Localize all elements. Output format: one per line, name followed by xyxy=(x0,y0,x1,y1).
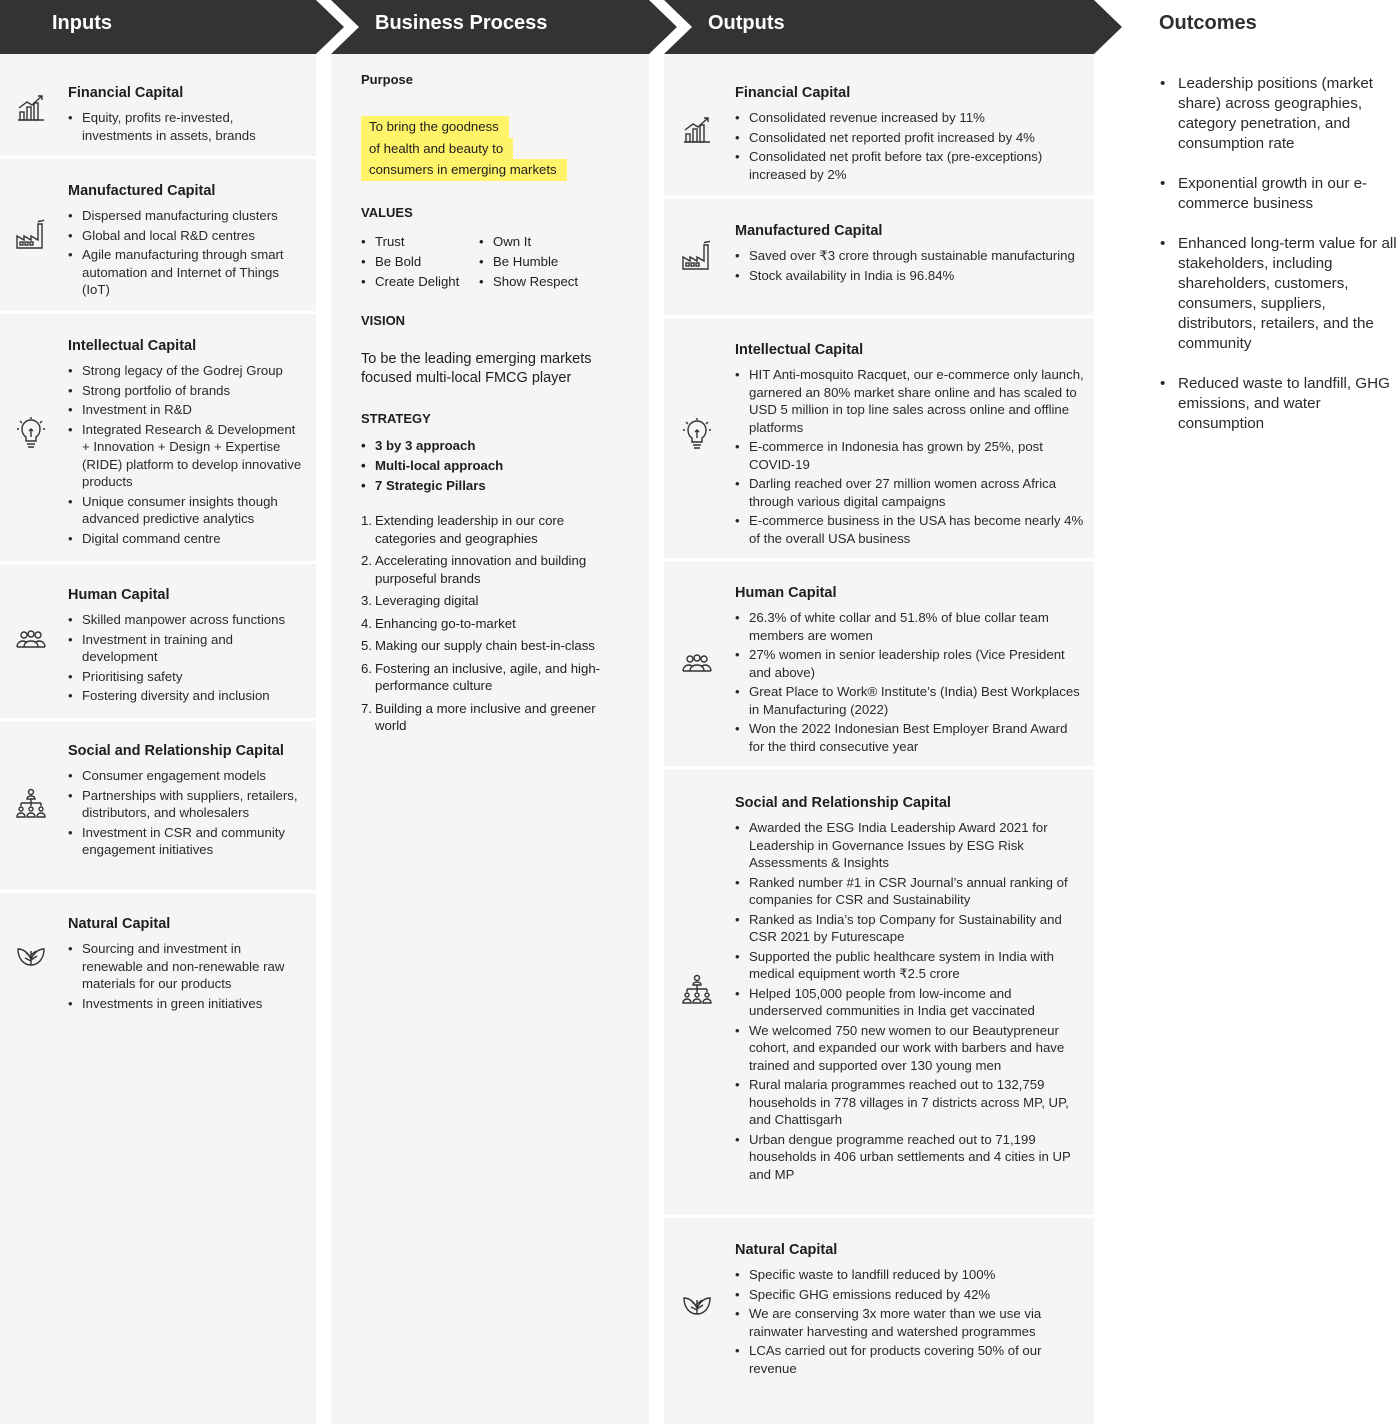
inputs-column xyxy=(0,54,316,1424)
bullet-item: • Won the 2022 Indonesian Best Employer Brand Award for the third consecutive year xyxy=(735,720,1085,755)
pillar-number: 4. xyxy=(361,615,372,631)
lightbulb-icon xyxy=(680,418,714,452)
bullet-item: • Integrated Research & Development + Innovation + Design + Expertise (RIDE) platform to develop innovative products xyxy=(68,421,304,491)
process-header: Business Process xyxy=(375,12,548,34)
capital-title: Human Capital xyxy=(68,587,170,603)
bullet-item: • Consolidated revenue increased by 11% xyxy=(735,109,1085,127)
bullet-item: • Investment in R&D xyxy=(68,401,304,419)
pillar-text: Leveraging digital xyxy=(375,593,479,608)
people-group-icon xyxy=(14,623,48,657)
bullet-item: • Consumer engagement models xyxy=(68,767,304,785)
capital-card xyxy=(664,1218,1094,1424)
outcome-item: • Reduced waste to landfill, GHG emissions, and water consumption xyxy=(1160,374,1400,434)
purpose-line: consumers in emerging markets xyxy=(361,159,567,181)
pillar-text: Accelerating innovation and building purposeful brands xyxy=(375,553,587,586)
network-people-icon xyxy=(680,973,714,1007)
outcome-item: • Enhanced long-term value for all stakeholders, including shareholders, customers, consumers, suppliers, distributors, retailers, and the community xyxy=(1160,234,1400,354)
bullet-item: • Specific waste to landfill reduced by 100% xyxy=(735,1266,1085,1284)
purpose-label: Purpose xyxy=(361,72,414,87)
bullet-item: • Equity, profits re-invested, investments in assets, brands xyxy=(68,109,304,144)
capital-card xyxy=(0,314,316,561)
people-group-icon xyxy=(680,647,714,681)
strategy-list xyxy=(361,436,503,496)
pillar-text: Making our supply chain best-in-class xyxy=(375,638,595,653)
bullet-item: • Fostering diversity and inclusion xyxy=(68,687,304,705)
leaf-hand-icon xyxy=(680,1288,714,1322)
pillar-text: Fostering an inclusive, agile, and high-performance culture xyxy=(375,660,601,693)
outcomes-header: Outcomes xyxy=(1159,12,1257,34)
capital-card xyxy=(664,54,1094,196)
bullet-item: • Partnerships with suppliers, retailers, distributors, and wholesalers xyxy=(68,787,304,822)
pillar-item xyxy=(361,552,621,587)
bullet-item: • Ranked as India’s top Company for Sustainability and CSR 2021 by Futurescape xyxy=(735,911,1085,946)
bullet-item: • Global and local R&D centres xyxy=(68,227,304,245)
capital-bullet-list xyxy=(735,366,1085,549)
capital-bullet-list xyxy=(68,767,304,861)
purpose-line: of health and beauty to xyxy=(361,138,513,160)
pillar-number: 2. xyxy=(361,553,372,568)
bullet-item: • Saved over ₹3 crore through sustainable manufacturing xyxy=(735,247,1085,265)
bullet-item: • We are conserving 3x more water than we use via rainwater harvesting and watershed programmes xyxy=(735,1305,1085,1340)
capital-bullet-list xyxy=(68,611,304,707)
strategy-label: STRATEGY xyxy=(361,411,431,426)
pillar-text: Building a more inclusive and greener world xyxy=(375,700,596,733)
value-item: • Be Humble xyxy=(479,252,578,272)
bullet-item: • Specific GHG emissions reduced by 42% xyxy=(735,1286,1085,1304)
pillar-item xyxy=(361,700,621,735)
capital-bullet-list xyxy=(735,609,1085,757)
bullet-item: • 26.3% of white collar and 51.8% of blue collar team members are women xyxy=(735,609,1085,644)
bullet-item: • Rural malaria programmes reached out to 132,759 households in 778 villages in 7 districts across MP, UP, and Chattisgarh xyxy=(735,1076,1085,1129)
value-item: • Own It xyxy=(479,232,578,252)
capital-title: Social and Relationship Capital xyxy=(68,743,284,759)
capital-bullet-list xyxy=(735,819,1085,1185)
bullet-item: • Great Place to Work® Institute’s (India) Best Workplaces in Manufacturing (2022) xyxy=(735,683,1085,718)
bullet-item: • Dispersed manufacturing clusters xyxy=(68,207,304,225)
chart-growth-icon xyxy=(14,90,48,124)
capital-title: Intellectual Capital xyxy=(68,338,197,354)
outcome-item: • Leadership positions (market share) across geographies, category penetration, and consumption rate xyxy=(1160,74,1400,154)
capital-bullet-list xyxy=(68,362,304,549)
capital-bullet-list xyxy=(68,207,304,301)
bullet-item: • Consolidated net reported profit increased by 4% xyxy=(735,129,1085,147)
capital-bullet-list xyxy=(735,109,1085,185)
capital-card xyxy=(664,769,1094,1215)
capital-card xyxy=(664,199,1094,315)
pillar-text: Extending leadership in our core categories and geographies xyxy=(375,513,565,546)
capital-card xyxy=(0,564,316,718)
capital-title: Manufactured Capital xyxy=(68,183,216,199)
bullet-item: • Consolidated net profit before tax (pre-exceptions) increased by 2% xyxy=(735,148,1085,183)
strategy-item: • Multi-local approach xyxy=(361,456,503,476)
chart-growth-icon xyxy=(680,112,714,146)
capital-card xyxy=(0,721,316,890)
outputs-column xyxy=(664,54,1094,1424)
pillar-item xyxy=(361,660,621,695)
bullet-item: • Strong portfolio of brands xyxy=(68,382,304,400)
capital-bullet-list xyxy=(735,1266,1085,1379)
bullet-item: • Prioritising safety xyxy=(68,668,304,686)
factory-icon xyxy=(14,218,48,252)
capital-title: Manufactured Capital xyxy=(735,223,883,239)
bullet-item: • LCAs carried out for products covering 50% of our revenue xyxy=(735,1342,1085,1377)
bullet-item: • Helped 105,000 people from low-income and underserved communities in India get vaccinated xyxy=(735,985,1085,1020)
pillar-text: Enhancing go-to-market xyxy=(375,615,516,631)
capital-title: Intellectual Capital xyxy=(735,342,864,358)
vision-statement: To be the leading emerging markets focused multi-local FMCG player xyxy=(361,351,592,386)
capital-title: Financial Capital xyxy=(735,85,851,101)
strategic-pillars-list xyxy=(361,512,621,740)
lightbulb-icon xyxy=(14,417,48,451)
capital-card xyxy=(664,561,1094,766)
bullet-item: • Urban dengue programme reached out to 71,199 households in 406 urban settlements and 4 cities in UP and MP xyxy=(735,1131,1085,1184)
pillar-number: 7. xyxy=(361,700,372,716)
bullet-item: • Unique consumer insights though advanced predictive analytics xyxy=(68,493,304,528)
capital-title: Natural Capital xyxy=(68,916,171,932)
bullet-item: • E-commerce in Indonesia has grown by 25%, post COVID-19 xyxy=(735,438,1085,473)
bullet-item: • Investment in CSR and community engagement initiatives xyxy=(68,824,304,859)
pillar-number: 1. xyxy=(361,513,372,528)
pillar-number: 6. xyxy=(361,660,372,676)
capital-title: Human Capital xyxy=(735,585,837,601)
capital-title: Social and Relationship Capital xyxy=(735,795,951,811)
bullet-item: • HIT Anti-mosquito Racquet, our e-commerce only launch, garnered an 80% market share online and has scaled to USD 5 million in top line sales across online and offline platforms xyxy=(735,366,1085,436)
leaf-hand-icon xyxy=(14,939,48,973)
pillar-item xyxy=(361,637,621,655)
factory-icon xyxy=(680,239,714,273)
bullet-item: • 27% women in senior leadership roles (Vice President and above) xyxy=(735,646,1085,681)
pillar-number: 5. xyxy=(361,638,372,653)
bullet-item: • Agile manufacturing through smart automation and Internet of Things (IoT) xyxy=(68,246,304,299)
capital-bullet-list xyxy=(68,109,304,146)
bullet-item: • Stock availability in India is 96.84% xyxy=(735,267,1085,285)
capital-card xyxy=(0,159,316,311)
bullet-item: • Investments in green initiatives xyxy=(68,995,304,1013)
strategy-item: • 7 Strategic Pillars xyxy=(361,476,503,496)
outputs-header: Outputs xyxy=(708,12,785,34)
capital-title: Financial Capital xyxy=(68,85,184,101)
capital-card xyxy=(664,318,1094,558)
capital-card xyxy=(0,893,316,1424)
outcomes-list xyxy=(1160,74,1400,454)
bullet-item: • Digital command centre xyxy=(68,530,304,548)
purpose-statement xyxy=(361,116,567,181)
bullet-item: • Investment in training and development xyxy=(68,631,304,666)
bullet-item: • Strong legacy of the Godrej Group xyxy=(68,362,304,380)
capital-bullet-list xyxy=(68,940,304,1014)
outcomes-column xyxy=(1130,54,1400,1424)
bullet-item: • Skilled manpower across functions xyxy=(68,611,304,629)
capital-bullet-list xyxy=(735,247,1085,286)
business-process-column xyxy=(331,54,649,1424)
value-item: • Create Delight xyxy=(361,272,459,292)
outcome-item: • Exponential growth in our e-commerce business xyxy=(1160,174,1400,214)
pillar-item xyxy=(361,592,621,610)
capital-title: Natural Capital xyxy=(735,1242,838,1258)
value-item: • Show Respect xyxy=(479,272,578,292)
pillar-number: 3. xyxy=(361,593,372,608)
bullet-item: • Darling reached over 27 million women across Africa through various digital campaigns xyxy=(735,475,1085,510)
pillar-item xyxy=(361,512,621,547)
bullet-item: • Ranked number #1 in CSR Journal’s annual ranking of companies for CSR and Sustainability xyxy=(735,874,1085,909)
values-label: VALUES xyxy=(361,205,413,220)
capital-card xyxy=(0,54,316,156)
bullet-item: • Sourcing and investment in renewable and non-renewable raw materials for our products xyxy=(68,940,304,993)
bullet-item: • Awarded the ESG India Leadership Award 2021 for Leadership in Governance Issues by ESG Risk Assessments & Insights xyxy=(735,819,1085,872)
bullet-item: • E-commerce business in the USA has become nearly 4% of the overall USA business xyxy=(735,512,1085,547)
purpose-line: To bring the goodness xyxy=(361,116,509,138)
bullet-item: • Supported the public healthcare system in India with medical equipment worth ₹2.5 crore xyxy=(735,948,1085,983)
inputs-header: Inputs xyxy=(52,12,112,34)
value-item: • Be Bold xyxy=(361,252,459,272)
pillar-item xyxy=(361,615,621,633)
network-people-icon xyxy=(14,787,48,821)
bullet-item: • We welcomed 750 new women to our Beautypreneur cohort, and expanded our work with barbers and have trained and supported over 130 young men xyxy=(735,1022,1085,1075)
vision-label: VISION xyxy=(361,313,406,328)
strategy-item: • 3 by 3 approach xyxy=(361,436,503,456)
value-item: • Trust xyxy=(361,232,459,252)
